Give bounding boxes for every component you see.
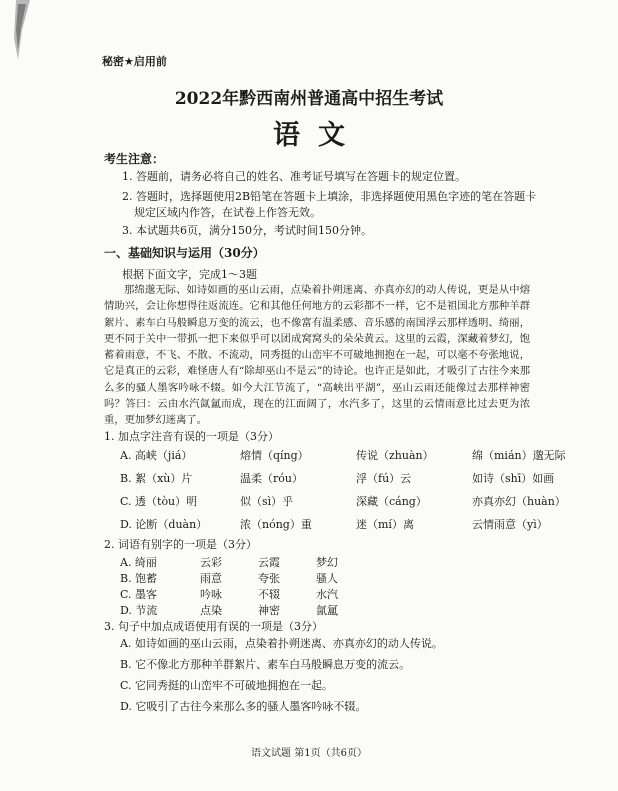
exam-title: 2022年黔西南州普通高中招生考试: [174, 89, 444, 109]
q1-c-3: 深藏（cáng）: [356, 495, 427, 508]
q1-a-1: A. 高峡（jiá）: [120, 449, 193, 462]
q2-c-4: 水汽: [316, 588, 338, 601]
q2-b-3: 夸张: [258, 572, 280, 585]
q1-b-3: 浮（fú）云: [356, 472, 412, 485]
q3-option-d: D. 它吸引了古往今来那么多的骚人墨客吟咏不辍。: [120, 700, 367, 713]
subject-title: 语文: [273, 120, 363, 151]
q1-d-2: 浓（nóng）重: [240, 518, 312, 531]
confidential-label: 秘密★启用前: [102, 55, 167, 68]
q1-a-4: 绵（mián）邈无际: [472, 449, 566, 462]
q1-d-4: 云情雨意（yì）: [472, 518, 548, 531]
q2-d-2: 点染: [200, 604, 222, 617]
section-lead: 根据下面文字，完成1～3题: [122, 268, 257, 281]
q2-b-2: 雨意: [200, 572, 222, 585]
q1-a-2: 熔情（qíng）: [240, 449, 309, 462]
q3-option-c: C. 它同秀挺的山峦牢不可破地拥抱在一起。: [120, 679, 334, 692]
q3-option-b: B. 它不像北方那种羊群絮片、素车白马般瞬息万变的流云。: [120, 658, 411, 671]
q2-stem: 2. 词语有别字的一项是（3分）: [104, 538, 257, 551]
notice-item-1: 1. 答题前，请务必将自己的姓名、准考证号填写在答题卡的规定位置。: [122, 170, 466, 183]
q2-a-3: 云霞: [258, 556, 280, 569]
q1-c-4: 亦真亦幻（huàn）: [472, 495, 566, 508]
q1-d-3: 迷（mí）离: [356, 518, 414, 531]
q3-stem: 3. 句子中加点成语使用有误的一项是（3分）: [104, 620, 323, 633]
notice-item-3: 3. 本试题共6页，满分150分，考试时间150分钟。: [122, 224, 372, 237]
q1-c-1: C. 透（tòu）明: [120, 495, 198, 508]
q1-c-2: 似（sì）乎: [240, 495, 294, 508]
notice-heading: 考生注意：: [104, 152, 165, 166]
q2-b-1: B. 饱蓄: [120, 572, 158, 585]
q3-option-a: A. 如诗如画的巫山云雨，点染着扑朔迷离、亦真亦幻的动人传说。: [120, 637, 443, 650]
q1-d-1: D. 论断（duàn）: [120, 518, 208, 531]
reading-passage: 那绵邈无际、如诗如画的巫山云雨，点染着扑朔迷离、亦真亦幻的动人传说，更是从中熔情助兴，会让你想得往返流连。它和其他任何地方的云彩都不一样，它不是祖国北方那种羊群絮片、素车白马般瞬息万变的流云，也不像富有温柔感、音乐感的南国浮云那样透明、绮丽，更不同于关中一带抓一把下来似乎可以团成窝窝头的朵朵黄云。这里的云霞，深藏着梦幻，饱蓄着雨意，不飞、不散、不流动，同秀挺的山峦牢不可破地拥抱在一起，可以毫不夸张地说，它是真正的云彩，难怪唐人有“除却巫山不是云”的诗论。也许正是如此，才吸引了古往今来那么多的骚人墨客吟咏不辍。如今大江节流了，“高峡出平湖”，巫山云雨还能像过去那样神密吗？答曰：云由水汽氤氲而成，现在的江面阔了，水汽多了，这里的云情雨意比过去更为浓重，更加梦幻迷离了。: [104, 284, 530, 427]
q2-a-4: 梦幻: [316, 556, 338, 569]
q2-a-2: 云彩: [200, 556, 222, 569]
q2-d-1: D. 节流: [120, 604, 158, 617]
q2-c-1: C. 墨客: [120, 588, 158, 601]
section-heading: 一、基础知识与运用（30分）: [104, 246, 265, 260]
page-footer: 语文试题 第1页（共6页）: [251, 748, 367, 759]
notice-item-2-cont: 规定区域内作答，在试卷上作答无效。: [134, 206, 321, 219]
q1-b-1: B. 絮（xù）片: [120, 472, 193, 485]
notice-item-2: 2. 答题时，选择题使用2B铅笔在答题卡上填涂，非选择题使用黑色字迹的笔在答题卡: [122, 190, 537, 203]
q2-b-4: 骚人: [316, 572, 338, 585]
q2-d-3: 神密: [258, 604, 280, 617]
q2-a-1: A. 绮丽: [120, 556, 157, 569]
q2-c-3: 不辍: [258, 588, 280, 601]
q1-stem: 1. 加点字注音有误的一项是（3分）: [104, 430, 279, 443]
q2-c-2: 吟咏: [200, 588, 222, 601]
q2-d-4: 氤氲: [316, 604, 338, 617]
q1-b-2: 温柔（róu）: [240, 472, 303, 485]
stapled-corner-mark: [0, 0, 60, 70]
q1-b-4: 如诗（shī）如画: [472, 472, 555, 485]
q1-a-3: 传说（zhuàn）: [356, 449, 434, 462]
